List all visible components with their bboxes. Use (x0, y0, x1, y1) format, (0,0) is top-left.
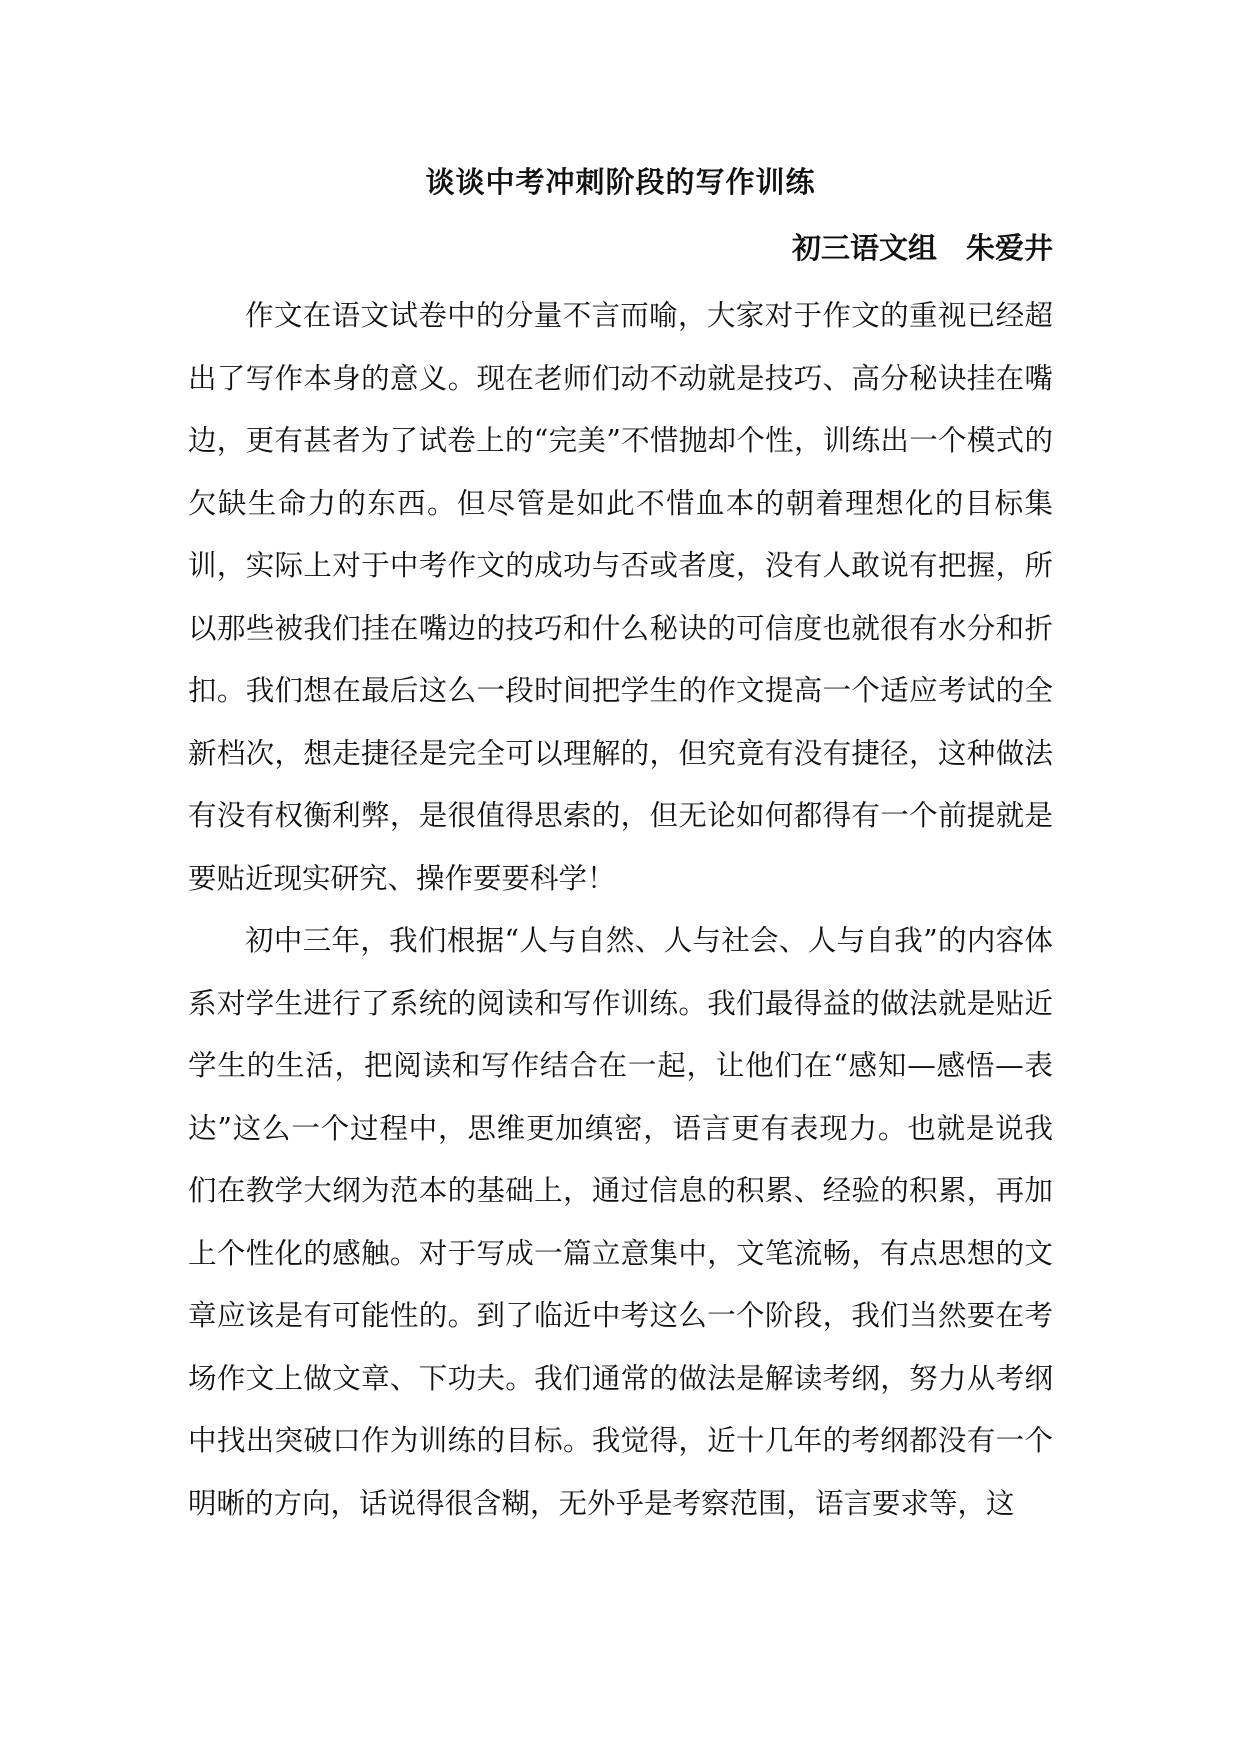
document-title: 谈谈中考冲刺阶段的写作训练 (425, 165, 816, 199)
document-byline: 初三语文组 朱爱井 (791, 231, 1053, 265)
document-body (188, 285, 1053, 1535)
paragraph: 作文在语文试卷中的分量不言而喻，大家对于作文的重视已经超出了写作本身的意义。现在老师们动不动就是技巧、高分秘诀挂在嘴边，更有甚者为了试卷上的“完美”不惜抛却个性，训练出一个模式的欠缺生命力的东西。但尽管是如此不惜血本的朝着理想化的目标集训，实际上对于中考作文的成功与否或者度，没有人敢说有把握，所以那些被我们挂在嘴边的技巧和什么秘诀的可信度也就很有水分和折扣。我们想在最后这么一段时间把学生的作文提高一个适应考试的全新档次，想走捷径是完全可以理解的，但究竟有没有捷径，这种做法有没有权衡利弊，是很值得思索的，但无论如何都得有一个前提就是要贴近现实研究、操作要要科学！ (188, 299, 1053, 895)
paragraph: 初中三年，我们根据“人与自然、人与社会、人与自我”的内容体系对学生进行了系统的阅读和写作训练。我们最得益的做法就是贴近学生的生活，把阅读和写作结合在一起，让他们在“感知—感悟—表达”这么一个过程中，思维更加缜密，语言更有表现力。也就是说我们在教学大纲为范本的基础上，通过信息的积累、经验的积累，再加上个性化的感触。对于写成一篇立意集中，文笔流畅，有点思想的文章应该是有可能性的。到了临近中考这么一个阶段，我们当然要在考场作文上做文章、下功夫。我们通常的做法是解读考纲，努力从考纲中找出突破口作为训练的目标。我觉得，近十几年的考纲都没有一个明晰的方向，话说得很含糊，无外乎是考察范围，语言要求等，这 (188, 924, 1053, 1520)
